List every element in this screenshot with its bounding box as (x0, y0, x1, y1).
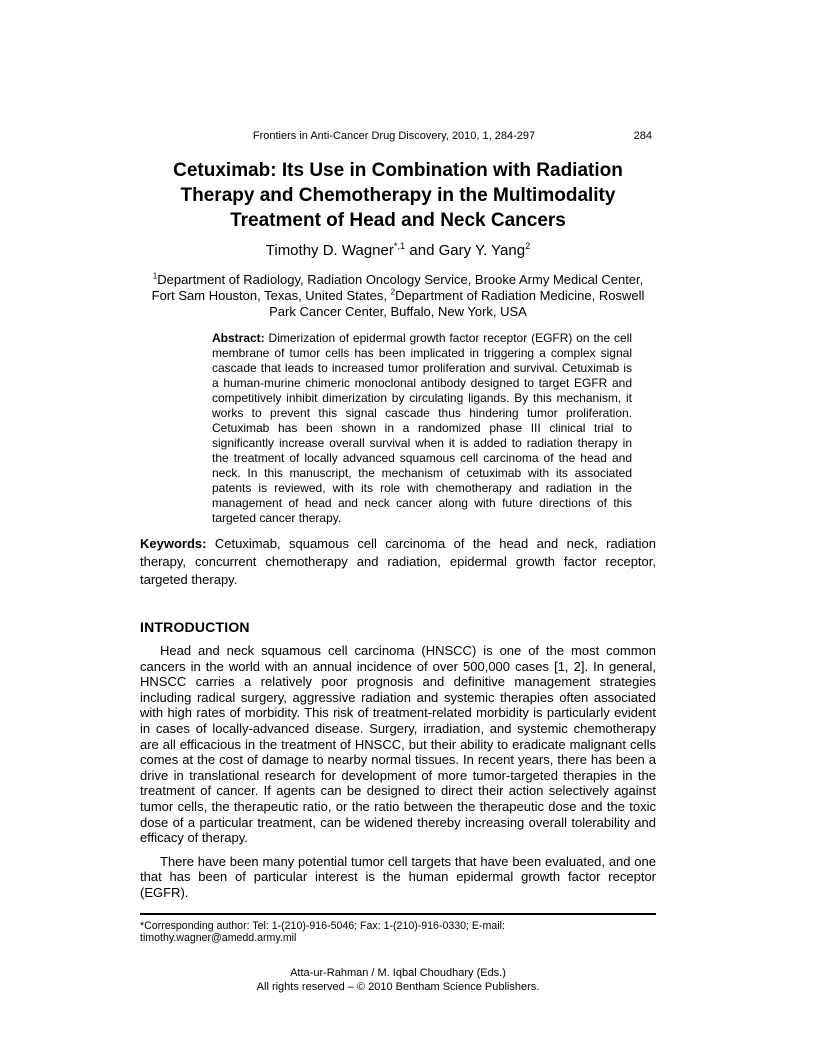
affiliation-2-superscript: 2 (390, 287, 396, 297)
page-number: 284 (633, 130, 652, 142)
keywords-text: Cetuximab, squamous cell carcinoma of the head and neck, radiation therapy, concurrent chemotherapy and radiation, epidermal growth factor receptor, targeted therapy. (140, 536, 656, 587)
author-1-superscript: *,1 (393, 241, 406, 251)
article-title-line-1: Cetuximab: Its Use in Combination with Radiation (173, 160, 623, 181)
abstract-label: Abstract: (212, 331, 265, 345)
introduction-paragraph-1: Head and neck squamous cell carcinoma (HNSCC) is one of the most common cancers in the world with an annual incidence of over 500,000 cases [1, 2]. In general, HNSCC carries a relatively poor prognosis and definitive management strategies including radical surgery, aggressive radiation and systemic therapies often associated with high rates of morbidity. This risk of treatment-related morbidity is particularly evident in cases of locally-advanced disease. Surgery, irradiation, and systemic chemotherapy are all efficacious in the treatment of HNSCC, but their ability to eradicate malignant cells comes at the cost of damage to nearby normal tissues. In recent years, there has been a drive in translational research for development of more tumor-targeted therapies in the treatment of cancer. If agents can be designed to direct their action selectively against tumor cells, the therapeutic ratio, or the ratio between the therapeutic dose and the toxic dose of a particular treatment, can be widened thereby increasing overall tolerability and efficacy of therapy. (140, 643, 656, 846)
introduction-paragraph-2: There have been many potential tumor cell targets that have been evaluated, and one that has been of particular interest is the human epidermal growth factor receptor (EGFR). (140, 853, 656, 900)
author-2-name: Gary Y. Yang (438, 242, 526, 259)
abstract (212, 331, 632, 526)
affiliation-1-text: Department of Radiology, Radiation Oncology Service, Brooke Army Medical Center, Fort Sam Houston, Texas, United States, (151, 272, 644, 303)
keywords-label: Keywords: (140, 536, 207, 551)
affiliation-1-superscript: 1 (152, 271, 158, 281)
article-title-line-3: Treatment of Head and Neck Cancers (230, 210, 566, 231)
introduction-heading: INTRODUCTION (140, 619, 250, 635)
running-header (140, 130, 656, 142)
article-page (140, 130, 656, 995)
author-connector: and (405, 242, 439, 259)
abstract-text: Dimerization of epidermal growth factor receptor (EGFR) on the cell membrane of tumor cells has been implicated in triggering a complex signal cascade that leads to increased tumor proliferation and survival. Cetuximab is a human-murine chimeric monoclonal antibody designed to target EGFR and competitively inhibit dimerization by circulating ligands. By this mechanism, it works to prevent this signal cascade thus hindering tumor proliferation. Cetuximab has been shown in a randomized phase III clinical trial to significantly increase overall survival when it is added to radiation therapy in the treatment of locally advanced squamous cell carcinoma of the head and neck. In this manuscript, the mechanism of cetuximab with its associated patents is reviewed, with its role with chemotherapy and radiation in the management of head and neck cancer along with future directions of this targeted cancer therapy. (212, 331, 632, 525)
affiliation-2-text: Department of Radiation Medicine, Roswell Park Cancer Center, Buffalo, New York, USA (269, 288, 645, 319)
corresponding-author-footnote (140, 913, 656, 944)
affiliations (140, 272, 656, 320)
author-list (140, 242, 656, 259)
corresponding-author-text: *Corresponding author: Tel: 1-(210)-916-5046; Fax: 1-(210)-916-0330; E-mail: timothy.wagner@amedd.army.mil (140, 919, 505, 944)
publisher-footer (140, 966, 656, 995)
article-title (140, 158, 656, 233)
keywords (140, 535, 656, 589)
author-1-name: Timothy D. Wagner (265, 242, 394, 259)
journal-citation: Frontiers in Anti-Cancer Drug Discovery, 2010, 1, 284-297 (252, 130, 536, 142)
rights-line: All rights reserved – © 2010 Bentham Science Publishers. (256, 981, 540, 993)
editors-line: Atta-ur-Rahman / M. Iqbal Choudhary (Eds.) (290, 966, 506, 979)
article-title-line-2: Therapy and Chemotherapy in the Multimodality (180, 185, 616, 206)
author-2-superscript: 2 (525, 241, 531, 251)
